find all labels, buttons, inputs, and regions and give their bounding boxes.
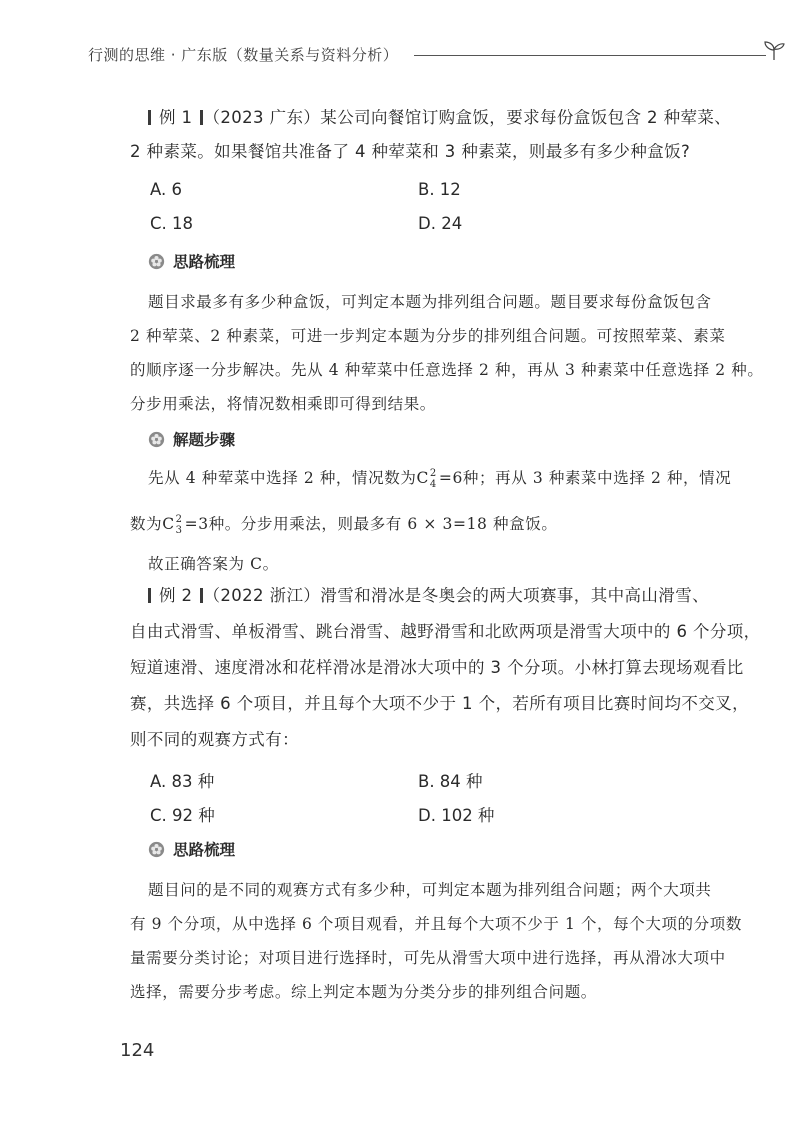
example2-question-line: 赛，共选择 6 个项目，并且每个大项不少于 1 个，若所有项目比赛时间均不交叉， (130, 694, 749, 713)
example2-analysis-line: 题目问的是不同的观赛方式有多少种，可判定本题为排列组合问题；两个大项共 (148, 881, 712, 899)
flower-badge-icon (148, 253, 165, 270)
solution-text: 先从 4 种荤菜中选择 2 种，情况数为 (148, 469, 417, 487)
example2-option-c: C. 92 种 (150, 806, 215, 825)
combination-sup: 2 (175, 514, 183, 525)
example1-question-text1: （2023 广东）某公司向餐馆订购盒饭，要求每份盒饭包含 2 种荤菜、 (203, 108, 732, 127)
solution-text: =3种。分步用乘法，则最多有 6 × 3=18 种盒饭。 (184, 515, 558, 533)
example2-analysis-line: 量需要分类讨论；对项目进行选择时，可先从滑雪大项中进行选择，再从滑冰大项中 (130, 949, 726, 967)
example2-option-a: A. 83 种 (150, 772, 215, 791)
running-header (88, 38, 778, 68)
example-marker-left (148, 110, 151, 125)
example2-question-line: 自由式滑雪、单板滑雪、跳台滑雪、越野滑雪和北欧两项是滑雪大项中的 6 个分项， (130, 622, 761, 641)
example2-option-d: D. 102 种 (418, 806, 495, 825)
example1-label: 例 1 (159, 108, 193, 127)
combination-sub: 3 (175, 525, 183, 536)
section-title: 思路梳理 (173, 841, 236, 859)
section-title: 思路梳理 (173, 253, 236, 271)
example1-option-a: A. 6 (150, 180, 182, 199)
example1-analysis-line: 分步用乘法，将情况数相乘即可得到结果。 (130, 395, 436, 413)
example2-question-line: 短道速滑、速度滑冰和花样滑冰是滑冰大项中的 3 个分项。小林打算去现场观看比 (130, 658, 744, 677)
example1-solution-heading (148, 428, 235, 450)
example1-question-line2: 2 种素菜。如果餐馆共准备了 4 种荤菜和 3 种素菜，则最多有多少种盒饭? (130, 142, 691, 161)
example1-analysis-line: 题目求最多有多少种盒饭，可判定本题为排列组合问题。题目要求每份盒饭包含 (148, 293, 712, 311)
solution-line1 (148, 466, 731, 490)
example1-analysis-heading (148, 250, 235, 272)
example2-question-line: 则不同的观赛方式有： (130, 730, 299, 749)
example2-analysis-line: 有 9 个分项，从中选择 6 个项目观看，并且每个大项不少于 1 个，每个大项的分项数 (130, 915, 742, 933)
solution-answer: 故正确答案为 C。 (148, 555, 279, 573)
combination-sup: 2 (429, 468, 437, 479)
example2-label: 例 2 (159, 586, 193, 605)
example1-option-c: C. 18 (150, 214, 194, 233)
solution-text: 数为 (130, 515, 163, 533)
section-title: 解题步骤 (173, 431, 236, 449)
page-number: 124 (120, 1040, 155, 1061)
combination-symbol: C (416, 469, 429, 487)
example2-question-line1 (148, 586, 709, 606)
solution-text: =6种；再从 3 种素菜中选择 2 种，情况 (438, 469, 732, 487)
flower-badge-icon (148, 841, 165, 858)
example2-option-b: B. 84 种 (418, 772, 483, 791)
example1-question-line1 (148, 108, 731, 128)
combination-scripts (176, 514, 183, 536)
flower-badge-icon (148, 431, 165, 448)
example2-analysis-line: 选择，需要分步考虑。综上判定本题为分类分步的排列组合问题。 (130, 983, 597, 1001)
example2-question-text1: （2022 浙江）滑雪和滑冰是冬奥会的两大项赛事，其中高山滑雪、 (203, 586, 709, 605)
example1-option-b: B. 12 (418, 180, 461, 199)
example1-option-d: D. 24 (418, 214, 463, 233)
combination-sub: 4 (429, 479, 437, 490)
solution-line2 (130, 512, 557, 536)
header-rule (414, 55, 766, 56)
combination-symbol: C (162, 515, 175, 533)
example-marker-left (148, 588, 151, 603)
example1-analysis-line: 2 种荤菜、2 种素菜，可进一步判定本题为分步的排列组合问题。可按照荤菜、素菜 (130, 327, 726, 345)
sprout-icon (762, 38, 786, 62)
example2-analysis-heading (148, 838, 235, 860)
example1-analysis-line: 的顺序逐一分步解决。先从 4 种荤菜中任意选择 2 种，再从 3 种素菜中任意选择 2 种。 (130, 361, 764, 379)
header-title: 行测的思维 · 广东版（数量关系与资料分析） (88, 46, 399, 64)
combination-scripts (430, 468, 437, 490)
